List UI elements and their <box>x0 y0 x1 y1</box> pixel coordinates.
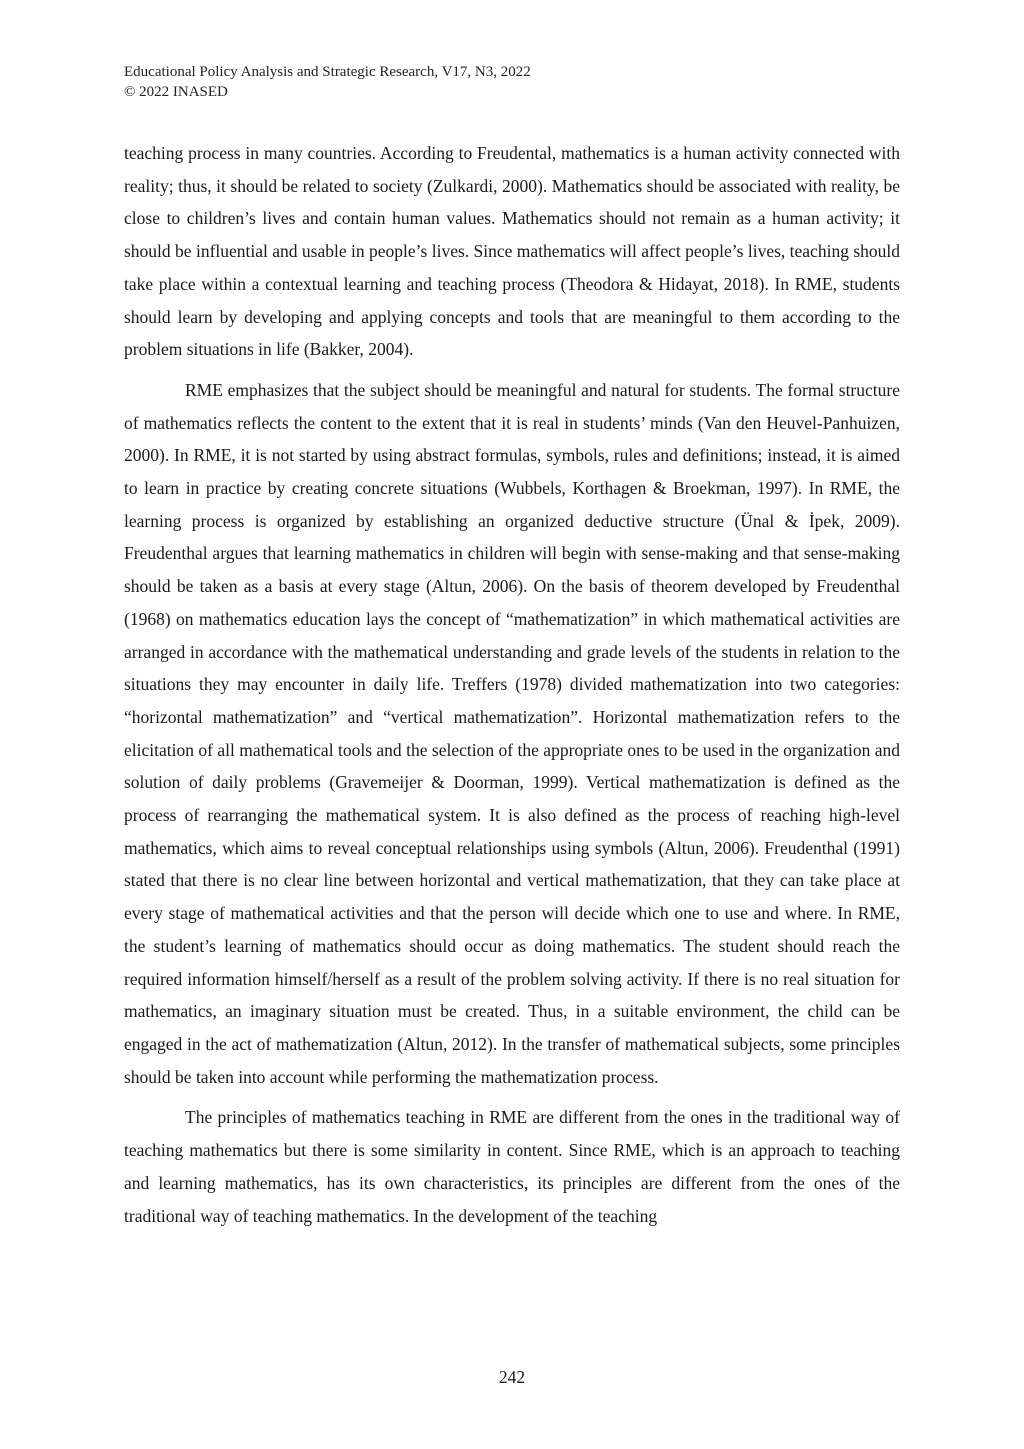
journal-title: Educational Policy Analysis and Strategic Research, V17, N3, 2022 <box>124 64 531 80</box>
copyright-notice: © 2022 INASED <box>124 84 228 100</box>
paragraph-rme-meaningful: RME emphasizes that the subject should be meaningful and natural for students. The formal structure of mathematics reflects the content to the extent that it is real in students’ minds (Van den Heuvel-Panhuizen, 2000). In RME, it is not started by using abstract formulas, symbols, rules and definitions; instead, it is aimed to learn in practice by creating concrete situations (Wubbels, Korthagen & Broekman, 1997). In RME, the learning process is organized by establishing an organized deductive structure (Ünal & İpek, 2009). Freudenthal argues that learning mathematics in children will begin with sense-making and that sense-making should be taken as a basis at every stage (Altun, 2006). On the basis of theorem developed by Freudenthal (1968) on mathematics education lays the concept of “mathematization” in which mathematical activities are arranged in accordance with the mathematical understanding and grade levels of the students in relation to the situations they may encounter in daily life. Treffers (1978) divided mathematization into two categories: “horizontal mathematization” and “vertical mathematization”. Horizontal mathematization refers to the elicitation of all mathematical tools and the selection of the appropriate ones to be used in the organization and solution of daily problems (Gravemeijer & Doorman, 1999). Vertical mathematization is defined as the process of rearranging the mathematical system. It is also defined as the process of reaching high-level mathematics, which aims to reveal conceptual relationships using symbols (Altun, 2006). Freudenthal (1991) stated that there is no clear line between horizontal and vertical mathematization, that they can take place at every stage of mathematical activities and that the person will decide which one to use and where. In RME, the student’s learning of mathematics should occur as doing mathematics. The student should reach the required information himself/herself as a result of the problem solving activity. If there is no real situation for mathematics, an imaginary situation must be created. Thus, in a suitable environment, the child can be engaged in the act of mathematization (Altun, 2012). In the transfer of mathematical subjects, some principles should be taken into account while performing the mathematization process. <box>124 379 900 1087</box>
running-header <box>124 62 531 102</box>
page-number: 242 <box>498 1367 526 1387</box>
main-text <box>124 137 900 1240</box>
paragraph-continued: teaching process in many countries. According to Freudental, mathematics is a human activity connected with reality; thus, it should be related to society (Zulkardi, 2000). Mathematics should be associated with reality, be close to children’s lives and contain human values. Mathematics should not remain as a human activity; it should be influential and usable in people’s lives. Since mathematics will affect people’s lives, teaching should take place within a contextual learning and teaching process (Theodora & Hidayat, 2018). In RME, students should learn by developing and applying concepts and tools that are meaningful to them according to the problem situations in life (Bakker, 2004). <box>124 143 900 360</box>
paragraph-rme-principles: The principles of mathematics teaching in RME are different from the ones in the traditional way of teaching mathematics but there is some similarity in content. Since RME, which is an approach to teaching and learning mathematics, has its own characteristics, its principles are different from the ones of the traditional way of teaching mathematics. In the development of the teaching <box>124 1107 900 1226</box>
